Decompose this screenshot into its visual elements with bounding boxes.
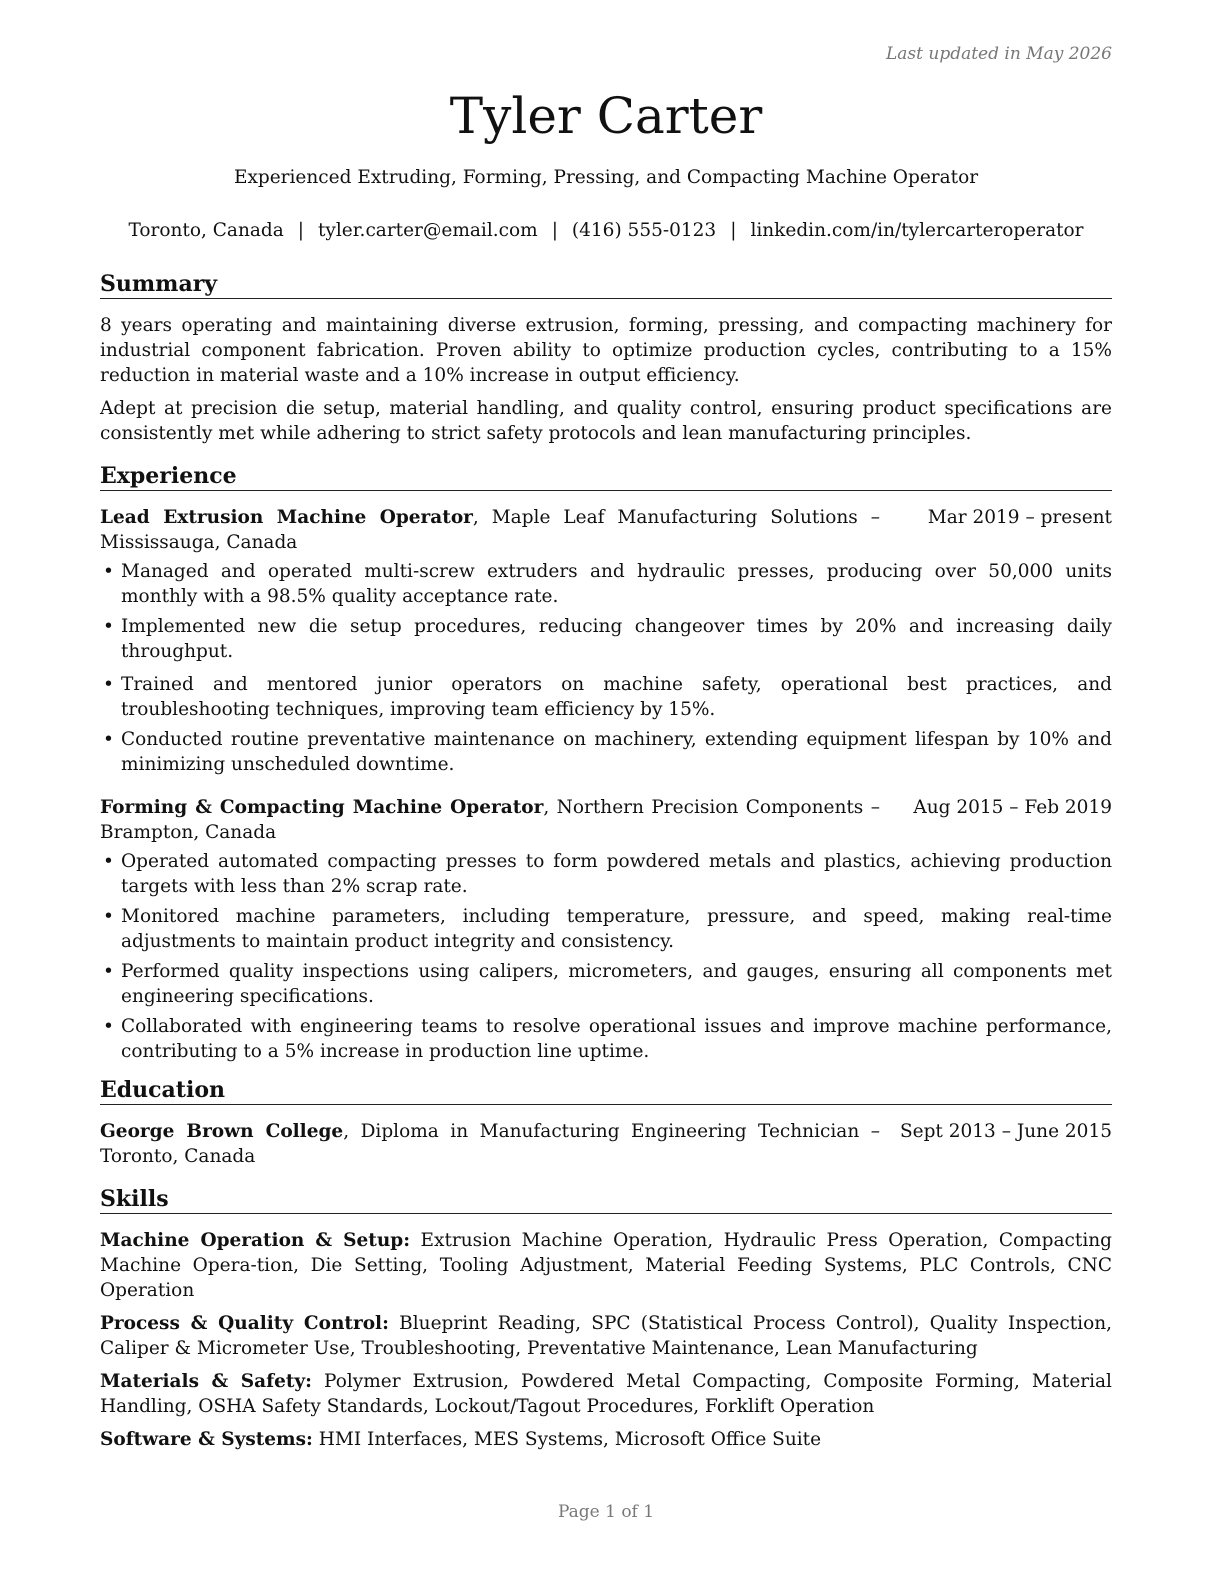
skill-group-label: Software & Systems: [100,1429,313,1450]
bullet-icon: • [103,1016,114,1037]
job-header [100,505,1112,555]
contact-separator: | [297,220,304,241]
candidate-name: Tyler Carter [449,87,763,145]
job-role: Lead Extrusion Machine Operator [100,507,473,528]
job-bullets [100,559,1112,777]
job-header [100,795,1112,845]
bullet-icon: • [103,561,114,582]
bullet-item [100,959,1112,1009]
education-entry [100,1119,1112,1169]
education-school: George Brown College [100,1121,344,1142]
bullet-text: Conducted routine preventative maintenance on machinery, extending equipment lifespan by 10% and minimizing unscheduled downtime. [121,729,1112,775]
candidate-headline: Experienced Extruding, Forming, Pressing, and Compacting Machine Operator [233,167,979,188]
bullet-text: Trained and mentored junior operators on machine safety, operational best practices, and troubleshooting techniques, improving team efficiency by 15%. [121,674,1112,720]
bullet-item [100,559,1112,609]
job-entry [100,505,1112,777]
job-title-line [100,795,880,845]
bullet-text: Monitored machine parameters, including temperature, pressure, and speed, making real-time adjustments to maintain product integrity and consistency. [121,906,1112,952]
bullet-item [100,672,1112,722]
contact-line [100,219,1112,243]
education-dates: Sept 2013 – June 2015 [899,1121,1112,1142]
job-dates: Aug 2015 – Feb 2019 [913,797,1112,818]
education-detail: , Diploma in Manufacturing Engineering Technician – Toronto, Canada [100,1121,880,1167]
skill-group-label: Materials & Safety: [100,1371,312,1392]
resume-content [100,270,1112,1460]
summary-paragraph: Adept at precision die setup, material handling, and quality control, ensuring product specifications are consistently met while adhering to strict safety protocols and lean manufacturing principles. [100,398,1112,444]
skill-group [100,1228,1112,1303]
job-role: Forming & Compacting Machine Operator [100,797,544,818]
skill-group [100,1427,1112,1452]
bullet-item [100,849,1112,899]
skill-group-items: Extrusion Machine Operation, Hydraulic Press Operation, Compacting Machine Opera-tion, Die Setting, Tooling Adjustment, Material Feeding Systems, PLC Controls, CNC Operation [100,1230,1112,1301]
bullet-text: Operated automated compacting presses to form powdered metals and plastics, achieving production targets with less than 2% scrap rate. [121,851,1112,897]
bullet-item [100,1014,1112,1064]
contact-separator: | [551,220,558,241]
skill-group [100,1311,1112,1361]
contact-linkedin-link[interactable]: linkedin.com/in/tylercarteroperator [750,220,1084,241]
bullet-icon: • [103,961,114,982]
education-line [100,1119,880,1169]
bullet-icon: • [103,616,114,637]
bullet-text: Implemented new die setup procedures, reducing changeover times by 20% and increasing daily throughput. [121,616,1112,662]
bullet-text: Managed and operated multi-screw extruders and hydraulic presses, producing over 50,000 units monthly with a 98.5% quality acceptance rate. [121,561,1112,607]
section-title-summary: Summary [100,270,1112,299]
contact-location: Toronto, Canada [128,220,284,241]
skill-group-label: Process & Quality Control: [100,1313,389,1334]
bullet-icon: • [103,729,114,750]
job-title-line [100,505,880,555]
last-updated-note: Last updated in May 2026 [885,44,1112,64]
bullet-item [100,614,1112,664]
bullet-icon: • [103,674,114,695]
education-section [100,1076,1112,1169]
experience-section [100,462,1112,1064]
job-org: , Maple Leaf Manufacturing Solutions – Mississauga, Canada [100,507,880,553]
contact-separator: | [730,220,737,241]
skill-group-items: HMI Interfaces, MES Systems, Microsoft Office Suite [318,1429,822,1450]
page-number: Page 1 of 1 [557,1502,655,1522]
job-bullets [100,849,1112,1064]
summary-paragraph: 8 years operating and maintaining diverse extrusion, forming, pressing, and compacting machinery for industrial component fabrication. Proven ability to optimize production cycles, contributing to a 15% reduction in material waste and a 10% increase in output efficiency. [100,315,1112,386]
summary-section [100,270,1112,446]
job-org: , Northern Precision Components – Brampton, Canada [100,797,880,843]
skill-group-items: Blueprint Reading, SPC (Statistical Process Control), Quality Inspection, Caliper & Micrometer Use, Troubleshooting, Preventative Maintenance, Lean Manufacturing [100,1313,1112,1359]
section-title-education: Education [100,1076,1112,1105]
job-dates: Mar 2019 – present [927,507,1112,528]
contact-email-link[interactable]: tyler.carter@email.com [318,220,538,241]
contact-phone: (416) 555-0123 [571,220,717,241]
bullet-item [100,727,1112,777]
bullet-item [100,904,1112,954]
section-title-experience: Experience [100,462,1112,491]
skills-section [100,1185,1112,1452]
resume-page [100,0,1112,1584]
bullet-icon: • [103,851,114,872]
skill-group-items: Polymer Extrusion, Powdered Metal Compacting, Composite Forming, Material Handling, OSHA Safety Standards, Lockout/Tagout Procedures, Forklift Operation [100,1371,1112,1417]
job-entry [100,795,1112,1064]
section-title-skills: Skills [100,1185,1112,1214]
skill-group-label: Machine Operation & Setup: [100,1230,411,1251]
bullet-text: Performed quality inspections using calipers, micrometers, and gauges, ensuring all components met engineering specifications. [121,961,1112,1007]
bullet-text: Collaborated with engineering teams to resolve operational issues and improve machine performance, contributing to a 5% increase in production line uptime. [121,1016,1112,1062]
skill-group [100,1369,1112,1419]
bullet-icon: • [103,906,114,927]
